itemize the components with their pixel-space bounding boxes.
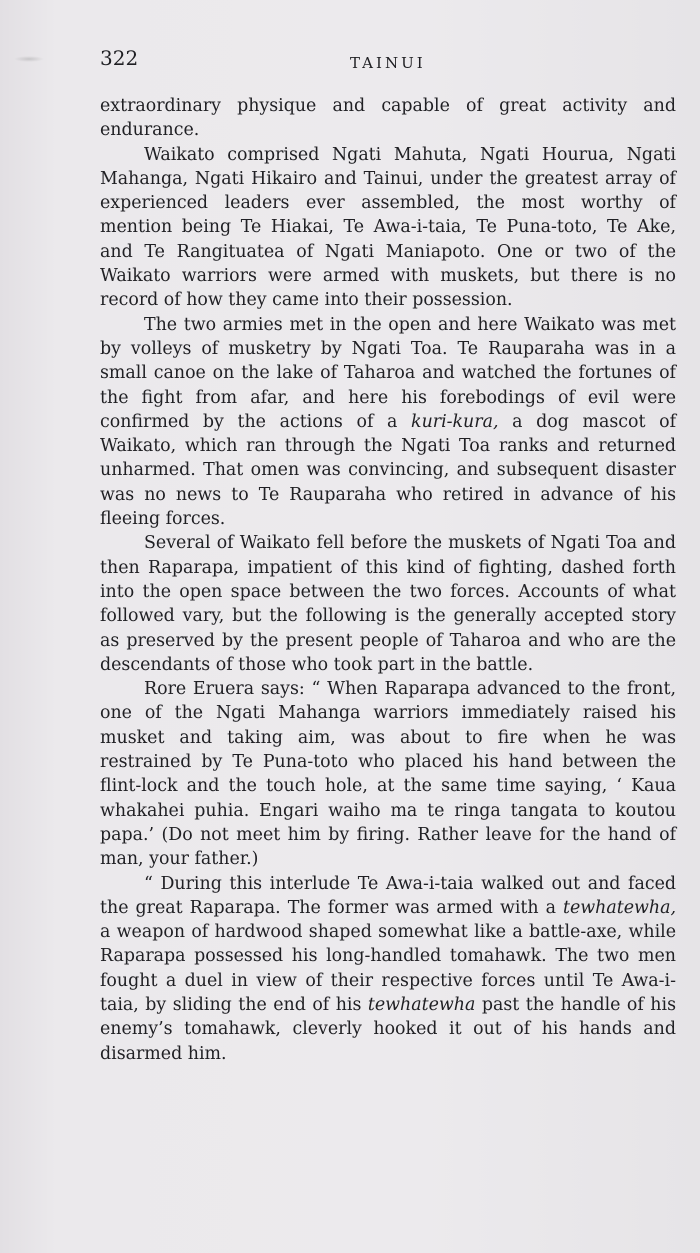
paragraph-text: a dog mascot of Waikato, which ran through the Ngati Toa ranks and returned unharmed. That omen was convincing, and subsequent disaster was no news to Te Rauparaha who retired in advance of his fleeing forces.: [100, 411, 677, 530]
paragraph-text: “ During this interlude Te Awa-i-taia walked out and faced the great Raparapa. The former was armed with a: [100, 873, 676, 918]
paragraph: [100, 313, 676, 532]
italic-term: kuri-kura,: [411, 411, 499, 432]
italic-term: tewhatewha: [367, 994, 476, 1015]
paragraph-text: Several of Waikato fell before the muskets of Ngati Toa and then Raparapa, impatient of this kind of fighting, dashed forth into the open space between the two forces. Accounts of what followed vary, but the following is the generally accepted story as preserved by the present people of Taharoa and who are the descendants of those who took part in the battle.: [100, 533, 676, 675]
italic-term: tewhatewha,: [563, 897, 676, 918]
page-number: 322: [100, 46, 139, 70]
paragraph-text: past the handle of his enemy’s tomahawk, cleverly hooked it out of his hands and disarmed him.: [100, 994, 676, 1064]
paragraph: [100, 872, 676, 1066]
paragraph-text: Rore Eruera says: “ When Raparapa advanced to the front, one of the Ngati Mahanga warriors immediately raised his musket and taking aim, was about to fire when he was restrained by Te Puna-toto who placed his hand between the flint-lock and the touch hole, at the same time saying, ‘ Kaua whakahei puhia. Engari waiho ma te ringa tangata to koutou papa.’ (Do not meet him by firing. Rather leave for the hand of man, your father.): [100, 679, 676, 870]
paragraph-text: a weapon of hardwood shaped somewhat like a battle-axe, while Raparapa possessed his long-handled tomahawk. The two men fought a duel in view of their respective forces until Te Awa-i-taia, by sliding the end of his: [100, 922, 676, 1015]
paragraph: [100, 531, 676, 677]
paragraph: [100, 94, 676, 143]
paragraph-text: Waikato comprised Ngati Mahuta, Ngati Hourua, Ngati Mahanga, Ngati Hikairo and Tainui, under the greatest array of experienced leaders ever assembled, the most worthy of mention being Te Hiakai, Te Awa-i-taia, Te Puna-toto, Te Ake, and Te Rangituatea of Ngati Maniapoto. One or two of the Waikato warriors were armed with muskets, but there is no record of how they came into their possession.: [100, 144, 676, 311]
paragraph: [100, 143, 676, 313]
paper-smudge: [14, 56, 44, 62]
page-header: [100, 46, 676, 76]
running-title: TAINUI: [350, 54, 426, 72]
body-text: [100, 94, 676, 1066]
paragraph-text: extraordinary physique and capable of great activity and endurance.: [100, 96, 676, 141]
paragraph: [100, 677, 676, 871]
paragraph-text: The two armies met in the open and here Waikato was met by volleys of musketry by Ngati Toa. Te Rauparaha was in a small canoe on the lake of Taharoa and watched the fortunes of the fight from afar, and here his forebodings of evil were confirmed by the actions of a: [100, 314, 676, 432]
